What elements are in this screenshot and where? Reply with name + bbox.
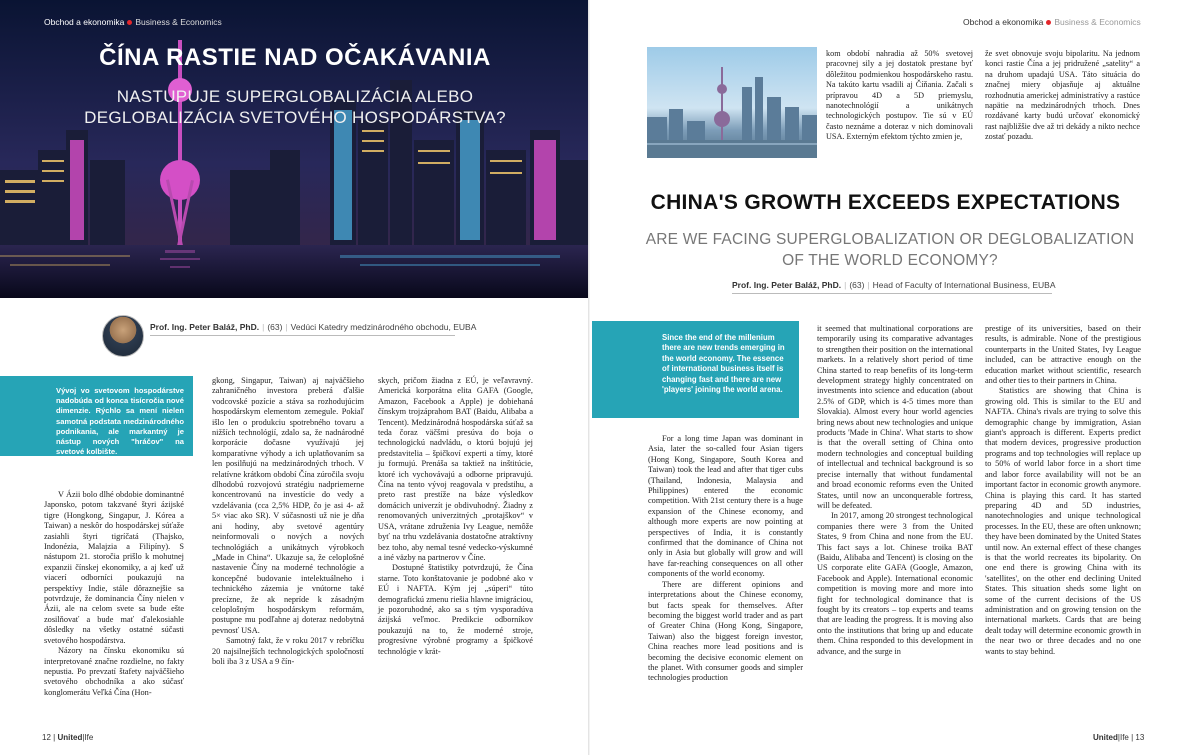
- pullquote-box-en: [592, 321, 799, 418]
- daytime-skyline-illustration: [647, 47, 817, 158]
- footer-brand-suffix: Ife: [1119, 733, 1129, 742]
- red-dot-icon: [127, 20, 132, 25]
- english-title: CHINA'S GROWTH EXCEEDS EXPECTATIONS: [650, 191, 1121, 214]
- section-tag-en: Business & Economics: [135, 17, 222, 27]
- paragraph: Názory na čínsku ekonomiku sú interpretované značne rozdielne, no fakty nepustia. Po prevzatí štafety najväčšieho svetového obchodníka a ako súčasť konglomerátu Veľká Čína (Hon-: [44, 646, 184, 697]
- author-avatar: [102, 315, 144, 357]
- byline-rule: [150, 335, 455, 336]
- section-tag-sk: Obchod a ekonomika: [44, 17, 125, 27]
- pullquote-box: [0, 376, 193, 456]
- paragraph: it seemed that multinational corporations are temporarily using its comparative advantages to strengthen their position on the international markets. In a relatively short period of time China started to reap benefits of its long-term development strategy highly concentrated on investments into science and education (about 2.5% of GDP, which is 4-5 times more than Slovakia). Almost every hour world agencies bring news about new technologies and unique products 'Made in China'. What starts to show is that the overall setting of China onto modern technologies and conceptual building of intellectual and technical background is so precise internally that without fundamental and broad economic reforms even the United States, until now an unconquerable fortress, will be defeated.: [817, 324, 973, 510]
- author-role: Head of Faculty of International Business, EUBA: [872, 280, 1056, 290]
- page-subtitle: NASTUPUJE SUPERGLOBALIZÁCIA ALEBO DEGLOBALIZÁCIA SVETOVÉHO HOSPODÁRSTVA?: [84, 87, 506, 127]
- paragraph: For a long time Japan was dominant in Asia, later the so-called four Asian tigers (Hong Kong, Singapore, South Korea and Taiwan) took the lead and after that tiger cubs (Thailand, Indonesia, Malaysia and Philippines) entered the economic competition. With 21st century there is a huge expansion of the Chinese economy, and although more experts are now pointing at perspectives of India, it is constantly confirmed that the dominance of China not only in Asia but globally will grow and will have far-reaching consequences on all other components of the world economy.: [648, 434, 803, 579]
- paragraph: prestige of its universities, based on their results, is admirable. None of the prestigious counterparts in the United States, Ivy League included, can be attractive enough on the education market without scientific, research and other ties to their partners in China.: [985, 324, 1141, 386]
- byline-rule: [732, 293, 1052, 294]
- author-name: Prof. Ing. Peter Baláž, PhD.: [732, 280, 842, 290]
- paragraph: V Ázii bolo dlhé obdobie dominantné Japonsko, potom takzvané štyri ázijské tigre (Hongkong, Singapur, J. Kórea a Taiwan) a neskôr do hospodárskej súťaže zasiahli štyri tigríčatá (Thajsko, Indonézia, Malajzia a Filipíny). S nástupom 21. storočia prišlo k mohutnej expanzii čínskej ekonomiky, a aj keď už viacerí odborníci poukazujú na perspektívy Indie, stále dôraznejšie sa potvrdzuje, že dominancia Číny nielen v Ázii, ale na celom svete sa bude ešte zosilňovať a bude mať ďalekosiahle dôsledky na všetky ostatné súčasti svetového hospodárstva.: [44, 490, 184, 645]
- page-title: ČÍNA RASTIE NAD OČAKÁVANIA: [99, 44, 491, 71]
- paragraph: Statistics are showing that China is growing old. This is similar to the EU and NAFTA. China's rivals are trying to solve this demographic change by immigration, Asian giant's approach is different. Experts predict that modern devices, progressive production programs and top technologies will replace up to 50% of world labor force in a short time and labor force availability will not be an important factor in economic growth anymore. China is playing this card. It has started preparing 4D and 5D industries, nanotechnologies and unique technological processes. In the EU, these are often unknown; they have been dominated by the United States until now. An external effect of these changes is that the world recreates its bipolarity. On one end there is growing China with its 'satellites', on the other end declining United States. This situation sheds some light on some of the current decisions of the US administration and on growing tension on the international markets. Cards that are being dealt today will determine economic growth in the near two or three decades and no one wants to stay behind.: [985, 386, 1141, 656]
- paragraph: Samotný fakt, že v roku 2017 v rebríčku 20 najsilnejších technologických spoločností boli iba 3 z USA a 9 čín-: [212, 636, 364, 666]
- footer-brand-suffix: Ife: [84, 733, 94, 742]
- left-page: [0, 0, 590, 755]
- left-column-3: [378, 376, 533, 657]
- paragraph: In 2017, among 20 strongest technological companies there were 3 from the United States, 9 from China and none from the EU. This fact says a lot. Chinese troika BAT (Baidu, Alibaba and Tencent) is closing on the US corporate elite GAFA (Google, Amazon, Facebook and Apple). International economic competition is moving more and more into fight for technological dominance that is fought by its creators – top experts and teams that are leading the progress. It is moving also onto the institutions that bring up and educate them. China responded to this development in advance, and the surge in: [817, 511, 973, 656]
- english-subtitle: ARE WE FACING SUPERGLOBALIZATION OR DEGLOBALIZATION OF THE WORLD ECONOMY?: [645, 231, 1135, 269]
- right-top-column-2: [826, 49, 973, 143]
- page-footer-right: United|Ife | 13: [1093, 733, 1145, 742]
- left-column-2: [212, 376, 364, 667]
- page-footer-left: 12 | United|Ife: [42, 733, 94, 742]
- pullquote-text: Since the end of the millenium there are new trends emerging in the world economy. The essence of international business itself is changing fast and there are new 'players' joining the world arena.: [662, 333, 785, 395]
- section-tag-sk: Obchod a ekonomika: [963, 17, 1044, 27]
- section-tag-en: Business & Economics: [1054, 17, 1141, 27]
- author-age: (63): [267, 322, 283, 332]
- footer-brand: United: [1093, 733, 1118, 742]
- author-byline: Prof. Ing. Peter Baláž, PhD. | (63) | Vedúci Katedry medzinárodného obchodu, EUBA: [150, 322, 477, 332]
- page-number: 12: [42, 733, 51, 742]
- hero-image-shanghai-night: [0, 0, 590, 298]
- section-tag-right: [963, 17, 1141, 27]
- section-tag: [44, 17, 222, 27]
- author-role: Vedúci Katedry medzinárodného obchodu, EUBA: [290, 322, 477, 332]
- author-age: (63): [849, 280, 865, 290]
- shanghai-daytime-photo: [647, 47, 817, 158]
- author-byline-en: Prof. Ing. Peter Baláž, PhD. | (63) | Head of Faculty of International Business, EUBA: [732, 280, 1056, 290]
- paragraph: kom období nahradia až 50% svetovej pracovnej sily a jej dostatok prestane byť dôležitou podmienkou hospodárskeho rastu. Na takúto kartu vsadili aj Číňania. Začali s prípravou 4D a 5D priemyslu, nanotechnológií a unikátnych technologických postupov. Tie sú v EÚ často neznáme a doteraz v nich dominovali USA. Externým efektom týchto zmien je,: [826, 49, 973, 142]
- right-column-1: [648, 434, 803, 684]
- author-name: Prof. Ing. Peter Baláž, PhD.: [150, 322, 260, 332]
- paragraph: že svet obnovuje svoju bipolaritu. Na jednom konci rastie Čína a jej pridružené „satelity“ a na druhom upadajú USA. Táto situácia do značnej miery objasňuje aj aktuálne rozhodnutia americkej administratívy a rastúce napätie na medzinárodných trhoch. Dnes rozdávané karty budú určovať ekonomický rast najbližšie dve až tri dekády a nikto nechce zostať pozadu.: [985, 49, 1140, 142]
- paragraph: There are different opinions and interpretations about the Chinese economy, but facts speak for themselves. After becoming the biggest world trader and as part of Greater China (Hong Kong, Singapore, Taiwan) also the biggest foreign investor, China reaches more lead positions and is becoming the decisive economic element on the planet. With consumer goods and simpler technologies production: [648, 579, 803, 683]
- paragraph: skych, pričom žiadna z EÚ, je veľavravný. Americká korporátna elita GAFA (Google, Amazon, Facebook a Apple) je dobiehaná čínskym trojzáprahom BAT (Baidu, Alibaba a Tencent). Medzinárodná hospodárska súťaž sa teda čoraz väčšmi presúva do boja o technologickú nadvládu, o ktorú bojujú jej predstavitelia – špičkoví experti a tímy, ktoré ju formujú. Prenáša sa taktiež na inštitúcie, ktoré ich vychovávajú a odborne pripravujú. Čína na tento vývoj reagovala v predstihu, a preto rast prestíže na báze výsledkov domácich univerzít je obdivuhodný. Žiadny z renomovaných univerzitných „protajškov“ v USA, vrátane združenia Ivy League, nemôže byť na trhu vzdelávania dostatočne atraktívny bez toho, aby nemal tesné vedecko-výskumné a iné väzby na partnerov v Číne.: [378, 376, 533, 562]
- paragraph: Dostupné štatistiky potvrdzujú, že Čína starne. Toto konštatovanie je podobné ako v EÚ i NAFTA. Kým jej „súperi“ túto demografickú zmenu riešia hlavne imigráciou, je pozoruhodné, ako sa s tým vysporadúva ázijská veľmoc. Predikcie odborníkov poukazujú na to, že moderné stroje, progresívne výrobné programy a špičkové technológie v krát-: [378, 563, 533, 656]
- right-top-column-3: [985, 49, 1140, 143]
- page-number: 13: [1135, 733, 1145, 742]
- left-column-1: [44, 490, 184, 698]
- pullquote-text: Vývoj vo svetovom hospodárstve nadobúda od konca tisícročia nové dimenzie. Rýchlo sa mení nielen samotná podstata medzinárodného podnikania, ale markantný je nástup nových "hráčov" na svetové kolbište.: [56, 386, 184, 457]
- red-dot-icon: [1046, 20, 1051, 25]
- right-column-2: [817, 324, 973, 657]
- footer-brand: United: [57, 733, 83, 742]
- paragraph: gkong, Singapur, Taiwan) aj najväčšieho zahraničného investora preberá ďalšie vodcovské pozície a stáva sa rozhodujúcim hospodárskym elementom zemegule. Pokiaľ išlo len o produkciu spotrebného tovaru a nižších technológií, zdalo sa, že nadnárodné korporácie dočasne využívajú jej komparatívne výhody a ich uplatňovaním sa len posilňujú na medzinárodných trhoch. V relatívne krátkom období Čína zúročila svoju dlhodobú rozvojovú stratégiu nadpriemerne koncentrovanú na investície do vedy a vzdelávania (cca 2,5% HDP, čo je asi 4- až 5× viac ako SR). V súčasnosti už nie je dňa ani hodiny, aby svetové agentúry neinformovali o nových a nových technológiách a unikátnych výrobkoch „Made in China“. Ukazuje sa, že celoplošné nastavenie Číny na moderné technológie a koncepčné budovanie intelektuálneho i technického zázemia je vnútorne také precízne, že ak nepríde k zásadným celoplošným hospodárskym reformám, postupne mu podľahne aj doteraz nedobytná pevnosť USA.: [212, 376, 364, 635]
- right-column-3: [985, 324, 1141, 657]
